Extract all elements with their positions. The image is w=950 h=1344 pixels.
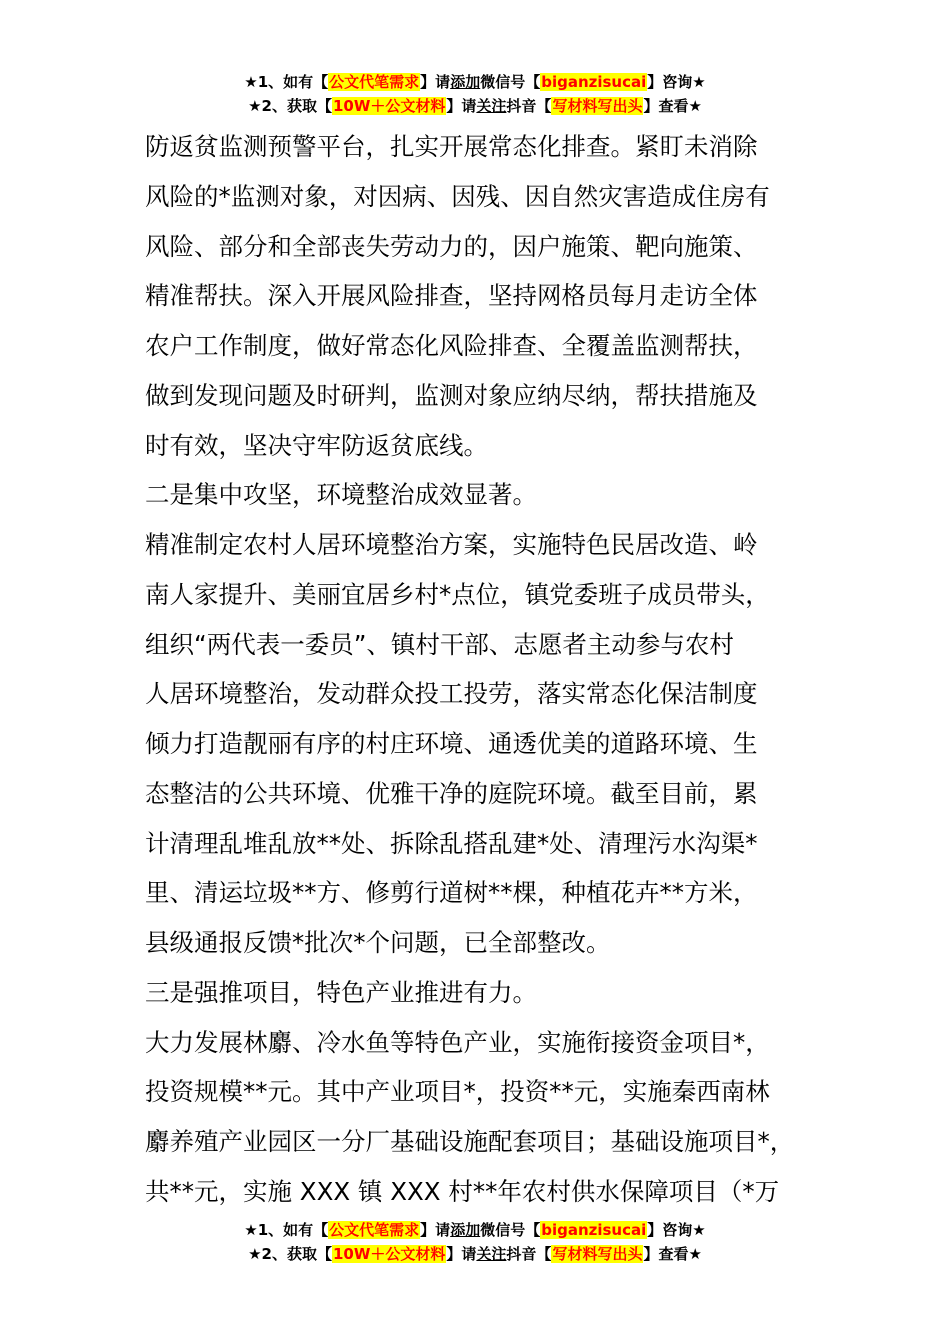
banner-line-1	[0, 70, 950, 94]
body-line: 南人家提升、美丽宜居乡村*点位，镇党委班子成员带头，	[145, 579, 770, 609]
body-line: 大力发展林麝、冷水鱼等特色产业，实施衔接资金项目*，	[145, 1027, 770, 1057]
banner-text: 】请	[420, 1221, 451, 1239]
highlight-text: 公文代笔需求	[329, 73, 420, 91]
banner-text: 】查看★	[643, 1245, 702, 1263]
body-line: 精准制定农村人居环境整治方案，实施特色民居改造、岭	[145, 530, 758, 559]
body-line: 时有效，坚决守牢防返贫底线。	[145, 430, 488, 460]
highlight-text: 写材料写出头	[552, 1245, 643, 1263]
body-line: 里、清运垃圾**方、修剪行道树**棵，种植花卉**方米，	[145, 878, 758, 908]
body-line: 麝养殖产业园区一分厂基础设施配套项目；基础设施项目*，	[145, 1127, 795, 1156]
banner-text: 2、获取【	[261, 97, 332, 115]
body-line: 县级通报反馈*批次*个问题，已全部整改。	[145, 928, 611, 957]
banner-text: 2、获取【	[261, 1245, 332, 1263]
underlined-text: 关注	[476, 97, 507, 115]
body-line: 精准帮扶。深入开展风险排查，坚持网格员每月走访全体	[145, 281, 758, 311]
highlight-text: biganzisucai	[541, 1221, 647, 1239]
banner-text: 微信号【	[480, 73, 541, 91]
banner-line-2	[0, 1242, 950, 1266]
highlight-text: biganzisucai	[541, 73, 647, 91]
section-heading: 二是集中攻坚，环境整治成效显著。	[145, 480, 537, 510]
banner-text: 1、如有【	[257, 1221, 329, 1239]
body-line: 风险的*监测对象，对因病、因残、因自然灾害造成住房有	[145, 181, 770, 211]
banner-text: 】查看★	[643, 97, 702, 115]
banner-text: 】请	[446, 1245, 477, 1263]
banner-text: 】咨询★	[647, 73, 706, 91]
highlight-text: 10W＋公文材料	[332, 97, 446, 115]
banner-text: 抖音【	[506, 97, 552, 115]
body-line: 计清理乱堆乱放**处、拆除乱搭乱建*处、清理污水沟渠*	[145, 828, 758, 858]
body-line: 倾力打造靓丽有序的村庄环境、通透优美的道路环境、生	[145, 729, 758, 758]
star-icon: ★	[248, 97, 262, 115]
star-icon: ★	[248, 1245, 262, 1263]
body-line: 态整洁的公共环境、优雅干净的庭院环境。截至目前，累	[145, 778, 758, 808]
banner-text: 抖音【	[506, 1245, 552, 1263]
star-icon: ★	[244, 73, 258, 91]
body-line: 投资规模**元。其中产业项目*，投资**元，实施秦西南林	[145, 1077, 770, 1107]
banner-line-1	[0, 1218, 950, 1242]
banner-line-2	[0, 94, 950, 118]
body-line: 做到发现问题及时研判，监测对象应纳尽纳，帮扶措施及	[145, 380, 758, 410]
banner-text: 微信号【	[480, 1221, 541, 1239]
section-heading: 三是强推项目，特色产业推进有力。	[145, 977, 537, 1007]
highlight-text: 写材料写出头	[552, 97, 643, 115]
underlined-text: 添加	[450, 73, 481, 91]
body-line: 组织“两代表一委员”、镇村干部、志愿者主动参与农村	[145, 629, 734, 659]
banner-text: 】请	[446, 97, 477, 115]
banner-text: 1、如有【	[257, 73, 329, 91]
banner-text: 】咨询★	[647, 1221, 706, 1239]
header-banner	[0, 70, 950, 118]
body-line: 农户工作制度，做好常态化风险排查、全覆盖监测帮扶，	[145, 331, 758, 360]
footer-banner	[0, 1218, 950, 1266]
body-line: 共**元，实施 XXX 镇 XXX 村**年农村供水保障项目（*万	[145, 1176, 780, 1206]
body-line: 人居环境整治，发动群众投工投劳，落实常态化保洁制度	[145, 679, 758, 709]
banner-text: 】请	[420, 73, 451, 91]
document-body	[145, 122, 825, 1217]
underlined-text: 添加	[450, 1221, 481, 1239]
body-line: 防返贫监测预警平台，扎实开展常态化排查。紧盯未消除	[145, 132, 758, 161]
body-line: 风险、部分和全部丧失劳动力的，因户施策、靶向施策、	[145, 231, 758, 261]
highlight-text: 10W＋公文材料	[332, 1245, 446, 1263]
underlined-text: 关注	[476, 1245, 507, 1263]
star-icon: ★	[244, 1221, 258, 1239]
highlight-text: 公文代笔需求	[329, 1221, 420, 1239]
